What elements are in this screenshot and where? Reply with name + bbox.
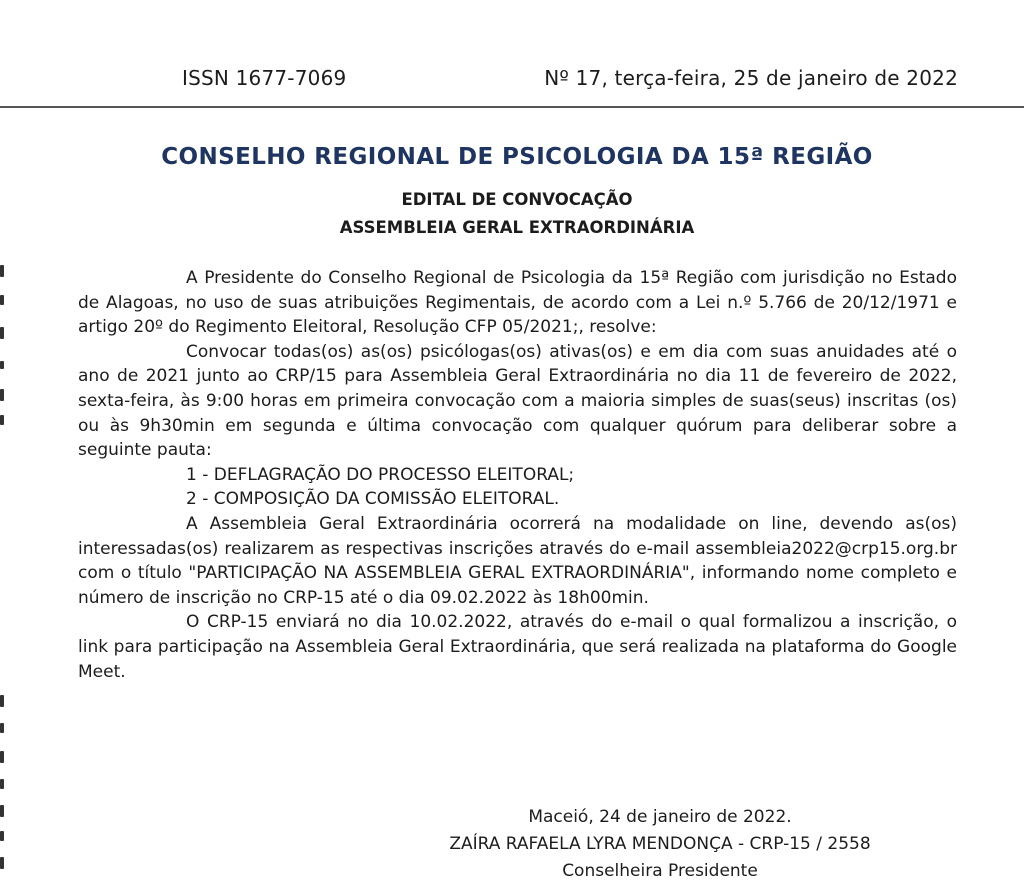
document-body bbox=[78, 266, 957, 684]
link-paragraph: O CRP-15 enviará no dia 10.02.2022, através do e-mail o qual formalizou a inscrição, o link para participação na Assembleia Geral Extraordinária, que será realizada na plataforma do Google Meet. bbox=[78, 612, 957, 682]
agenda-item: 2 - COMPOSIÇÃO DA COMISSÃO ELEITORAL. bbox=[186, 489, 560, 510]
agenda-item: 1 - DEFLAGRAÇÃO DO PROCESSO ELEITORAL; bbox=[186, 464, 575, 485]
issue-date-label: Nº 17, terça-feira, 25 de janeiro de 2022 bbox=[544, 66, 958, 90]
edital-title: EDITAL DE CONVOCAÇÃO bbox=[401, 190, 633, 209]
registration-paragraph: A Assembleia Geral Extraordinária ocorrerá na modalidade on line, devendo as(os) interessadas(os) realizarem as respectivas inscrições através do e-mail assembleia2022@crp15.org.br com o título "PARTICIPAÇÃO NA ASSEMBLEIA GERAL EXTRAORDINÁRIA", informando nome completo e número de inscrição no CRP-15 até o dia 09.02.2022 às 18h00min. bbox=[78, 513, 957, 608]
left-edge-marks bbox=[0, 265, 6, 885]
signature-name: ZAÍRA RAFAELA LYRA MENDONÇA - CRP-15 / 2558 bbox=[449, 834, 871, 854]
signature-place-date: Maceió, 24 de janeiro de 2022. bbox=[528, 807, 792, 827]
assembly-title: ASSEMBLEIA GERAL EXTRAORDINÁRIA bbox=[339, 218, 695, 237]
header-divider bbox=[0, 106, 1024, 108]
organization-title: CONSELHO REGIONAL DE PSICOLOGIA DA 15ª REGIÃO bbox=[161, 144, 873, 170]
signature-role: Conselheira Presidente bbox=[562, 861, 758, 881]
issn-label: ISSN 1677-7069 bbox=[182, 66, 347, 90]
convocation-paragraph: Convocar todas(os) as(os) psicólogas(os) ativas(os) e em dia com suas anuidades até o ano de 2021 junto ao CRP/15 para Assembleia Geral Extraordinária no dia 11 de fevereiro de 2022, sexta-feira, às 9:00 horas em primeira convocação com a maioria simples de suas(seus) inscritas (os) ou às 9h30min em segunda e última convocação com qualquer quórum para deliberar sobre a seguinte pauta: bbox=[78, 341, 957, 461]
intro-paragraph: A Presidente do Conselho Regional de Psicologia da 15ª Região com jurisdição no Estado de Alagoas, no uso de suas atribuições Regimentais, de acordo com a Lei n.º 5.766 de 20/12/1971 e artigo 20º do Regimento Eleitoral, Resolução CFP 05/2021;, resolve: bbox=[78, 268, 957, 338]
gazette-header bbox=[0, 66, 1024, 98]
signature-block bbox=[400, 804, 920, 885]
